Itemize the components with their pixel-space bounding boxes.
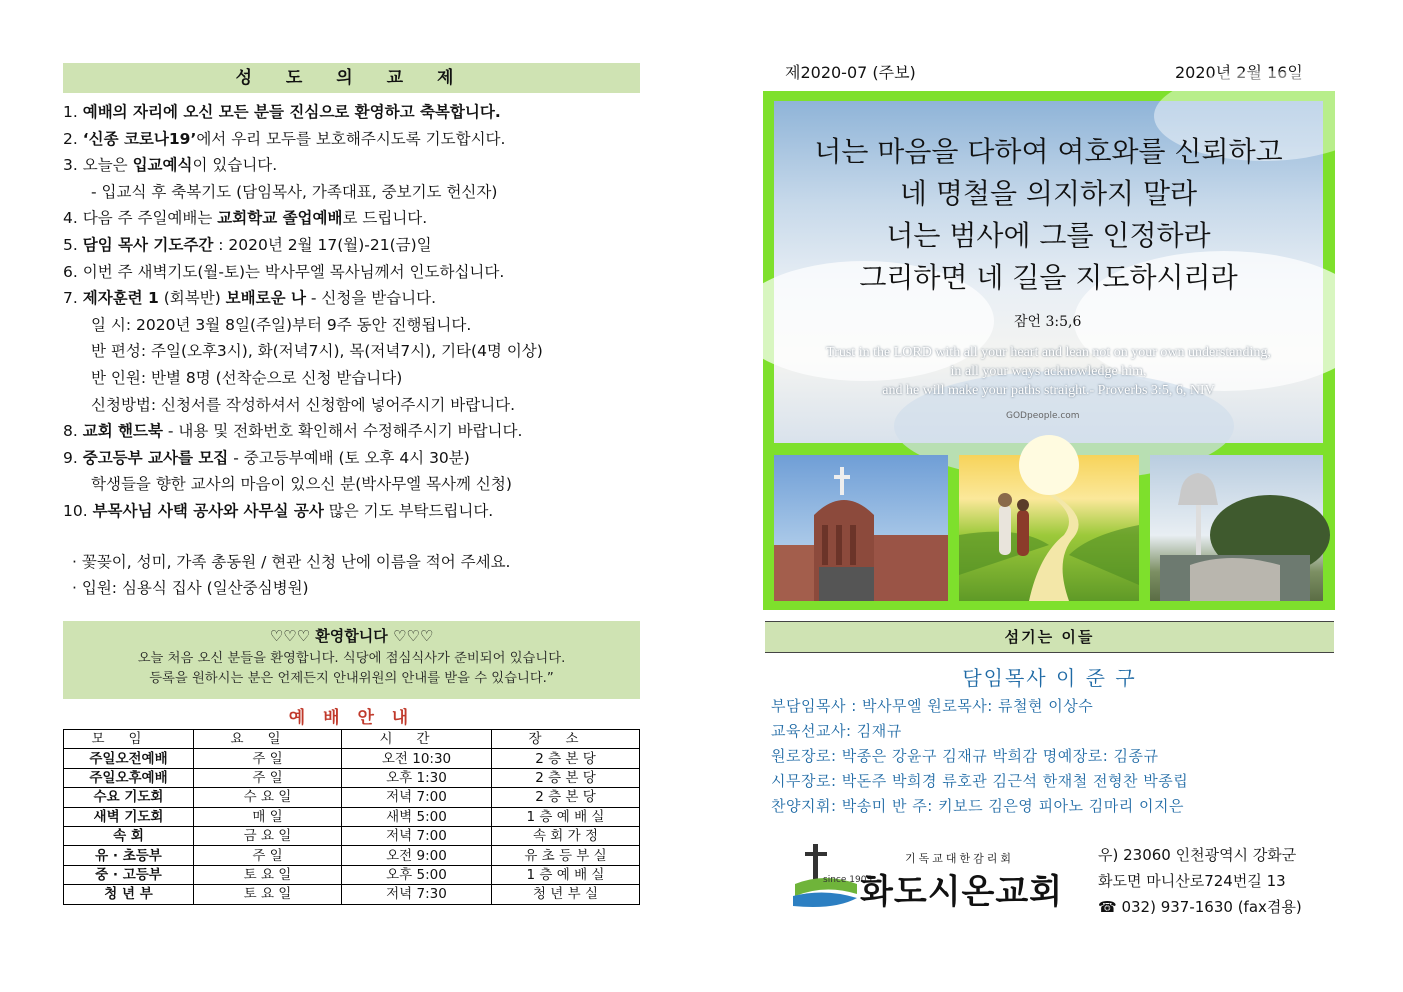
news-list [63,99,663,525]
note-flowers: · 꽃꽂이, 성미, 가족 총동원 / 현관 신청 난에 이름을 적어 주세요. [72,553,511,571]
service-day: 주 일 [194,749,342,768]
church-logo [795,844,873,914]
church-name: 화도시온교회 [860,872,1064,912]
service-time: 저녁 7:00 [342,788,492,807]
column-header: 장소 [492,730,640,749]
verse-en-line: Trust in the LORD with all your heart and lean not on your own understanding, [826,345,1271,360]
column-header: 요일 [194,730,342,749]
news-item: 반 인원: 반별 8명 (선착순으로 신청 받습니다) [91,368,403,387]
service-name: 주일오전예배 [64,749,194,768]
service-day: 주 일 [194,768,342,787]
table-row [64,826,640,845]
service-place: 유 초 등 부 실 [492,846,640,865]
news-item: 반 편성: 주일(오후3시), 화(저녁7시), 목(저녁7시), 기타(4명 이상) [91,342,543,361]
verse-line: 너는 마음을 다하여 여호와를 신뢰하고 [814,135,1283,168]
verse-image [774,101,1323,443]
news-item: - 입교식 후 축복기도 (담임목사, 가족대표, 중보기도 헌신자) [91,182,498,201]
service-name: 새벽 기도회 [64,807,194,826]
news-item: 5. 담임 목사 기도주간 : 2020년 2월 17(월)-21(금)일 [63,235,432,254]
service-place: 2 층 본 당 [492,749,640,768]
service-name: 주일오후예배 [64,768,194,787]
news-item: 4. 다음 주 주일예배는 교회학교 졸업예배로 드립니다. [63,209,428,228]
service-time: 오후 1:30 [342,768,492,787]
address-line: 우) 23060 인천광역시 강화군 [1098,846,1297,864]
news-item: 학생들을 향한 교사의 마음이 있으신 분(박사무엘 목사께 신청) [91,475,512,494]
notes [72,549,510,601]
service-name: 속 회 [64,826,194,845]
table-header-row [64,730,640,749]
church-building-photo [774,455,948,601]
welcome-body [63,649,640,689]
staff-line: 찬양지휘: 박송미 반 주: 키보드 김은영 피아노 김마리 이지은 [771,797,1185,815]
service-day: 토 요 일 [194,885,342,904]
memorial-bell-photo [1150,455,1323,601]
service-name: 중 · 고등부 [64,865,194,884]
news-item: 6. 이번 주 새벽기도(월-토)는 박사무엘 목사님께서 인도하십니다. [63,262,505,281]
column-header: 모임 [64,730,194,749]
table-row [64,885,640,904]
service-day: 주 일 [194,846,342,865]
service-time: 저녁 7:00 [342,826,492,845]
service-place: 2 층 본 당 [492,788,640,807]
issue-date: 2020년 2월 16일 [1175,63,1303,82]
service-time: 새벽 5:00 [342,807,492,826]
staff-line: 부담임목사 : 박사무엘 원로목사: 류철현 이상수 [771,697,1094,715]
service-day: 토 요 일 [194,865,342,884]
phone-line: ☎ 032) 937-1630 (fax겸용) [1098,898,1302,916]
news-item: 2. ‘신종 코로나19’에서 우리 모두를 보호해주시도록 기도합시다. [63,129,506,148]
news-item: 3. 오늘은 입교예식이 있습니다. [63,156,278,175]
fellowship-section-title: 성 도 의 교 제 [63,63,640,93]
staff-line: 교육선교사: 김재규 [771,722,902,740]
service-name: 청 년 부 [64,885,194,904]
verse-line: 그리하면 네 길을 지도하시리라 [859,261,1238,294]
service-day: 수 요 일 [194,788,342,807]
staff-line: 원로장로: 박종은 강윤구 김재규 박희감 명예장로: 김종규 [771,747,1159,765]
service-place: 1 층 예 배 실 [492,865,640,884]
verse-en-line: and he will make your paths straight.- Proverbs 3:5, 6, NIV [882,383,1215,398]
verse-reference: 잠언 3:5,6 [1014,314,1082,330]
service-place: 청 년 부 실 [492,885,640,904]
verse-line: 너는 범사에 그를 인정하라 [886,219,1211,252]
news-item: 9. 중고등부 교사를 모집 - 중고등부예배 (토 오후 4시 30분) [63,448,470,467]
service-name: 유 · 초등부 [64,846,194,865]
table-row [64,768,640,787]
senior-pastor: 담임목사 이 준 구 [962,666,1137,690]
service-guide-title: 예 배 안 내 [288,708,415,728]
service-day: 매 일 [194,807,342,826]
verse-en-line: in all your ways acknowledge him, [950,364,1147,379]
issue-number: 제2020-07 (주보) [785,63,916,82]
logo-since: since 1905 [823,875,873,885]
staff-line: 시무장로: 박돈주 박희경 류호관 김근석 한재철 전형찬 박종립 [771,772,1189,790]
service-place: 2 층 본 당 [492,768,640,787]
service-name: 수요 기도회 [64,788,194,807]
service-time: 저녁 7:30 [342,885,492,904]
news-item: 7. 제자훈련 1 (회복반) 보배로운 나 - 신청을 받습니다. [63,289,437,308]
news-item: 8. 교회 핸드북 - 내용 및 전화번호 확인해서 수정해주시기 바랍니다. [63,422,523,441]
service-day: 금 요 일 [194,826,342,845]
walking-path-painting [959,455,1139,601]
note-hospital: · 입원: 심용식 집사 (일산중심병원) [72,579,309,597]
welcome-title: ♡♡♡ 환영합니다 ♡♡♡ [269,627,434,645]
verse-english [774,343,1323,400]
service-place: 1 층 예 배 실 [492,807,640,826]
service-time: 오전 10:30 [342,749,492,768]
news-item: 일 시: 2020년 3월 8일(주일)부터 9주 동안 진행됩니다. [91,315,472,334]
denomination-label: 기독교대한감리회 [905,852,1015,865]
servers-section-title: 섬기는 이들 [765,621,1334,653]
church-address [1098,842,1302,920]
table-row [64,749,640,768]
news-item: 1. 예배의 자리에 오신 모든 분들 진심으로 환영하고 축복합니다. [63,103,501,121]
service-table [63,729,640,905]
table-row [64,846,640,865]
news-item: 10. 부목사님 사택 공사와 사무실 공사 많은 기도 부탁드립니다. [63,501,494,520]
verse-line: 네 명철을 의지하지 말라 [899,177,1198,210]
service-place: 속 회 가 정 [492,826,640,845]
table-row [64,788,640,807]
welcome-line: 등록을 원하시는 분은 언제든지 안내위원의 안내를 받을 수 있습니다.” [149,671,554,686]
welcome-box [63,621,640,699]
table-row [64,807,640,826]
verse-korean [774,131,1323,299]
service-time: 오후 5:00 [342,865,492,884]
address-line: 화도면 마니산로724번길 13 [1098,872,1286,890]
welcome-line: 오늘 처음 오신 분들을 환영합니다. 식당에 점심식사가 준비되어 있습니다. [137,651,566,666]
news-item: 신청방법: 신청서를 작성하셔서 신청함에 넣어주시기 바랍니다. [91,395,516,414]
table-row [64,865,640,884]
column-header: 시간 [342,730,492,749]
source-credit: GODpeople.com [1006,411,1080,421]
service-time: 오전 9:00 [342,846,492,865]
